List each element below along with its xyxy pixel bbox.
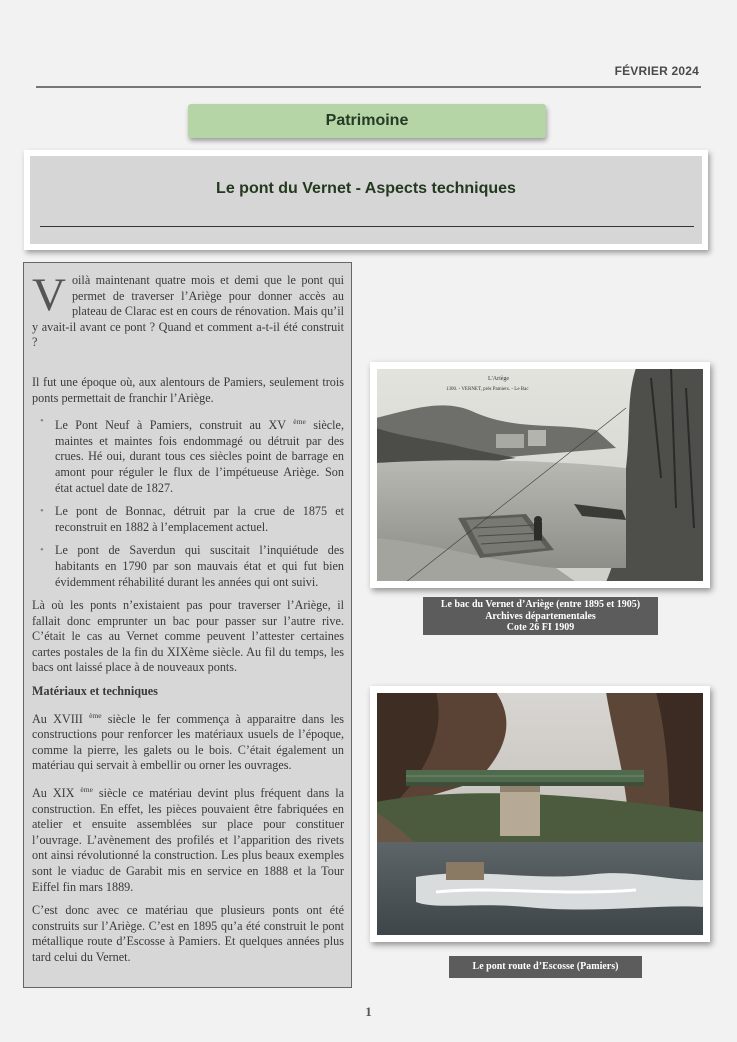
page-number: 1 <box>365 1004 372 1019</box>
title-divider <box>40 226 694 227</box>
header-divider <box>36 86 701 88</box>
bridges-list <box>32 414 344 590</box>
ferry-postcard-image <box>376 368 704 582</box>
ferry-caption-line1: Le bac du Vernet d’Ariège (entre 1895 et 1905) <box>440 599 641 610</box>
paragraph-18th-century: Au XVIII $^{ème}$ siècle le fer commença à apparaitre dans les constructions pour renforcer les matériaux usuels de l’époque, comme la pierre, les galets ou le bois. C’était également un matériau qui servait à embellir ou orner les ouvrages. <box>32 710 344 773</box>
paragraph-conclusion: C’est donc avec ce matériau que plusieurs ponts ont été construits sur l’Ariège. C’est en 1895 qu’a été construit le pont métallique route d’Escosse à Pamiers. Et quelques années plus tard celui du Vernet. <box>32 903 344 964</box>
bridge-caption: Le pont route d’Escosse (Pamiers) <box>449 956 642 978</box>
list-item: • Le Pont Neuf à Pamiers, construit au XV $^{ème}$ siècle, maintes et maintes fois endommagé ou détruit par des crues. Hé oui, durant tous ces siècles point de barrage en amont pour réguler le flux de l’impétueuse Ariège. Son état actuel date de 1827. <box>40 415 345 495</box>
section-tag: Patrimoine <box>188 104 546 138</box>
paragraph-bridges-intro: Il fut une époque où, aux alentours de Pamiers, seulement trois ponts permettait de franchir l’Ariège. <box>32 374 344 405</box>
list-item: • Le pont de Saverdun qui suscitait l’inquiétude des habitants en 1790 par son mauvais état et qui fut bien évidemment réhabilité durant les années qui ont suivi. <box>40 543 344 589</box>
ferry-caption-line2: Archives départementales <box>485 610 596 622</box>
ferry-caption <box>423 597 658 635</box>
paragraph-19th-century: Au XIX $^{ème}$ siècle ce matériau devint plus fréquent dans la construction. En effet, les pièces pouvaient être fabriquées en atelier et ensuite assemblées sur place pour constituer l’ouvrage. L’avènement des profilés et l’apparition des rivets ont ainsi révolutionné la construction. Les plus beaux exemples sont le viaduc de Garabit mis en service en 1888 et la Tour Eiffel fin mars 1889. <box>32 785 344 894</box>
intro-paragraph <box>32 269 344 351</box>
issue-date: FÉVRIER 2024 <box>614 64 699 78</box>
spacer <box>32 359 344 375</box>
list-item: • Le pont de Bonnac, détruit par la crue de 1875 et reconstruit en 1882 à l’emplacement actuel. <box>40 504 344 534</box>
postcard-header-text: L'Ariège <box>488 376 510 382</box>
paragraph-ferries: Là où les ponts n’existaient pas pour traverser l’Ariège, il fallait donc emprunter un bac pour passer sur l’autre rive. C’était le cas au Vernet comme peuvent l’attester certaines cartes postales de la fin du XIXème siècle. Au fil du temps, les bacs ont laissé place à de nouveaux ponts. <box>32 598 344 675</box>
bullet-icon: • <box>40 505 44 518</box>
postcard-caption-text: 1300. - VERNET, près Pamiers. - Le Bac <box>446 387 529 392</box>
subheading-materials: Matériaux et techniques <box>32 684 158 699</box>
title-box <box>24 150 708 250</box>
article-body <box>23 262 352 988</box>
ferry-photo <box>370 362 710 588</box>
bridge-photo-image <box>376 692 704 936</box>
ferry-caption-line3: Cote 26 FI 1909 <box>506 622 575 633</box>
article-title: Le pont du Vernet - Aspects techniques <box>216 180 516 197</box>
drop-cap: V <box>32 269 66 321</box>
bullet-icon: • <box>40 415 44 428</box>
bridge-photo <box>370 686 710 942</box>
bullet-icon: • <box>40 544 44 557</box>
intro-text: oilà maintenant quatre mois et demi que le pont qui permet de traverser l’Ariège pour donner accès au plateau de Clarac est en cours de rénovation. Mais qu’il y avait-il avant ce pont ? Quand et comment a-t-il été construit ? <box>32 273 344 350</box>
